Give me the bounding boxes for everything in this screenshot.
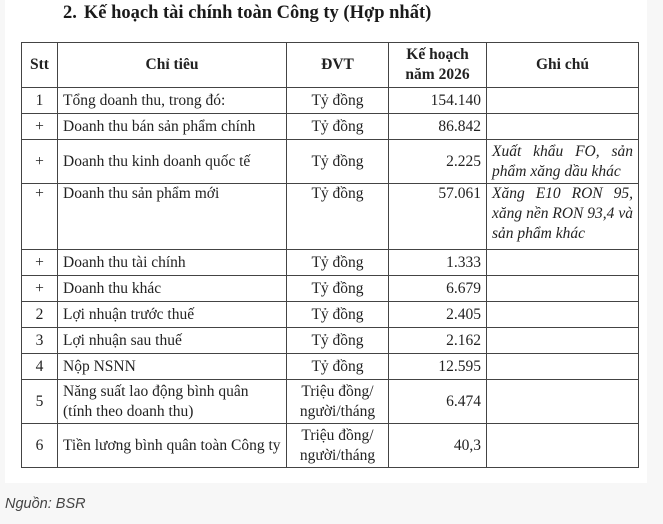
header-plan-line2: năm 2026 xyxy=(405,66,470,83)
cell-indicator: Nộp NSNN xyxy=(58,354,287,380)
cell-unit: Tỷ đồng xyxy=(287,114,389,140)
cell-note xyxy=(487,354,639,380)
section-number: 2. xyxy=(63,3,77,23)
cell-plan: 2.405 xyxy=(389,302,487,328)
table-row xyxy=(22,184,639,250)
cell-unit: Tỷ đồng xyxy=(287,354,389,380)
table-row xyxy=(22,424,639,468)
source-caption: Nguồn: BSR xyxy=(5,496,86,512)
cell-note xyxy=(487,276,639,302)
cell-unit: Tỷ đồng xyxy=(287,140,389,184)
cell-stt: 1 xyxy=(22,88,58,114)
cell-plan: 40,3 xyxy=(389,424,487,468)
cell-unit: Triệu đồng/ người/tháng xyxy=(287,424,389,468)
cell-stt: + xyxy=(22,140,58,184)
cell-note xyxy=(487,424,639,468)
table-row xyxy=(22,140,639,184)
cell-plan: 6.474 xyxy=(389,380,487,424)
cell-indicator: Tiền lương bình quân toàn Công ty xyxy=(58,424,287,468)
cell-indicator: Doanh thu sản phẩm mới xyxy=(58,184,287,250)
table-row xyxy=(22,354,639,380)
cell-plan: 57.061 xyxy=(389,184,487,250)
cell-note xyxy=(487,88,639,114)
cell-stt: + xyxy=(22,114,58,140)
cell-note xyxy=(487,328,639,354)
section-title xyxy=(63,3,431,24)
header-stt: Stt xyxy=(22,43,58,88)
financial-plan-table xyxy=(21,42,639,468)
cell-unit: Tỷ đồng xyxy=(287,328,389,354)
cell-stt: 6 xyxy=(22,424,58,468)
cell-plan: 12.595 xyxy=(389,354,487,380)
cell-indicator: Tổng doanh thu, trong đó: xyxy=(58,88,287,114)
header-plan xyxy=(389,43,487,88)
cell-indicator: Doanh thu kinh doanh quốc tế xyxy=(58,140,287,184)
table-row xyxy=(22,276,639,302)
cell-stt: + xyxy=(22,250,58,276)
cell-unit: Tỷ đồng xyxy=(287,184,389,250)
cell-plan: 86.842 xyxy=(389,114,487,140)
header-unit: ĐVT xyxy=(287,43,389,88)
table-row xyxy=(22,328,639,354)
cell-stt: 5 xyxy=(22,380,58,424)
cell-stt: 3 xyxy=(22,328,58,354)
cell-note xyxy=(487,250,639,276)
table-header-row xyxy=(22,43,639,88)
header-note: Ghi chú xyxy=(487,43,639,88)
table-row xyxy=(22,88,639,114)
cell-plan: 154.140 xyxy=(389,88,487,114)
table-row xyxy=(22,302,639,328)
cell-indicator: Doanh thu bán sản phẩm chính xyxy=(58,114,287,140)
cell-unit: Tỷ đồng xyxy=(287,276,389,302)
cell-plan: 2.162 xyxy=(389,328,487,354)
cell-note: Xuất khẩu FO, sản phẩm xăng dầu khác xyxy=(487,140,639,184)
table-row xyxy=(22,380,639,424)
cell-plan: 1.333 xyxy=(389,250,487,276)
cell-unit: Triệu đồng/ người/tháng xyxy=(287,380,389,424)
header-indicator: Chỉ tiêu xyxy=(58,43,287,88)
cell-unit: Tỷ đồng xyxy=(287,88,389,114)
cell-indicator: Lợi nhuận sau thuế xyxy=(58,328,287,354)
cell-unit: Tỷ đồng xyxy=(287,302,389,328)
cell-indicator: Năng suất lao động bình quân (tính theo doanh thu) xyxy=(58,380,287,424)
cell-note: Xăng E10 RON 95, xăng nền RON 93,4 và sản phẩm khác xyxy=(487,184,639,250)
cell-stt: 2 xyxy=(22,302,58,328)
cell-note xyxy=(487,380,639,424)
cell-unit: Tỷ đồng xyxy=(287,250,389,276)
cell-stt: 4 xyxy=(22,354,58,380)
cell-indicator: Doanh thu tài chính xyxy=(58,250,287,276)
cell-plan: 6.679 xyxy=(389,276,487,302)
cell-indicator: Doanh thu khác xyxy=(58,276,287,302)
section-title-text: Kế hoạch tài chính toàn Công ty (Hợp nhất) xyxy=(83,3,432,23)
cell-note xyxy=(487,302,639,328)
header-plan-line1: Kế hoạch xyxy=(406,46,469,63)
cell-stt: + xyxy=(22,276,58,302)
table-row xyxy=(22,114,639,140)
cell-plan: 2.225 xyxy=(389,140,487,184)
table-row xyxy=(22,250,639,276)
cell-indicator: Lợi nhuận trước thuế xyxy=(58,302,287,328)
cell-note xyxy=(487,114,639,140)
cell-stt: + xyxy=(22,184,58,250)
